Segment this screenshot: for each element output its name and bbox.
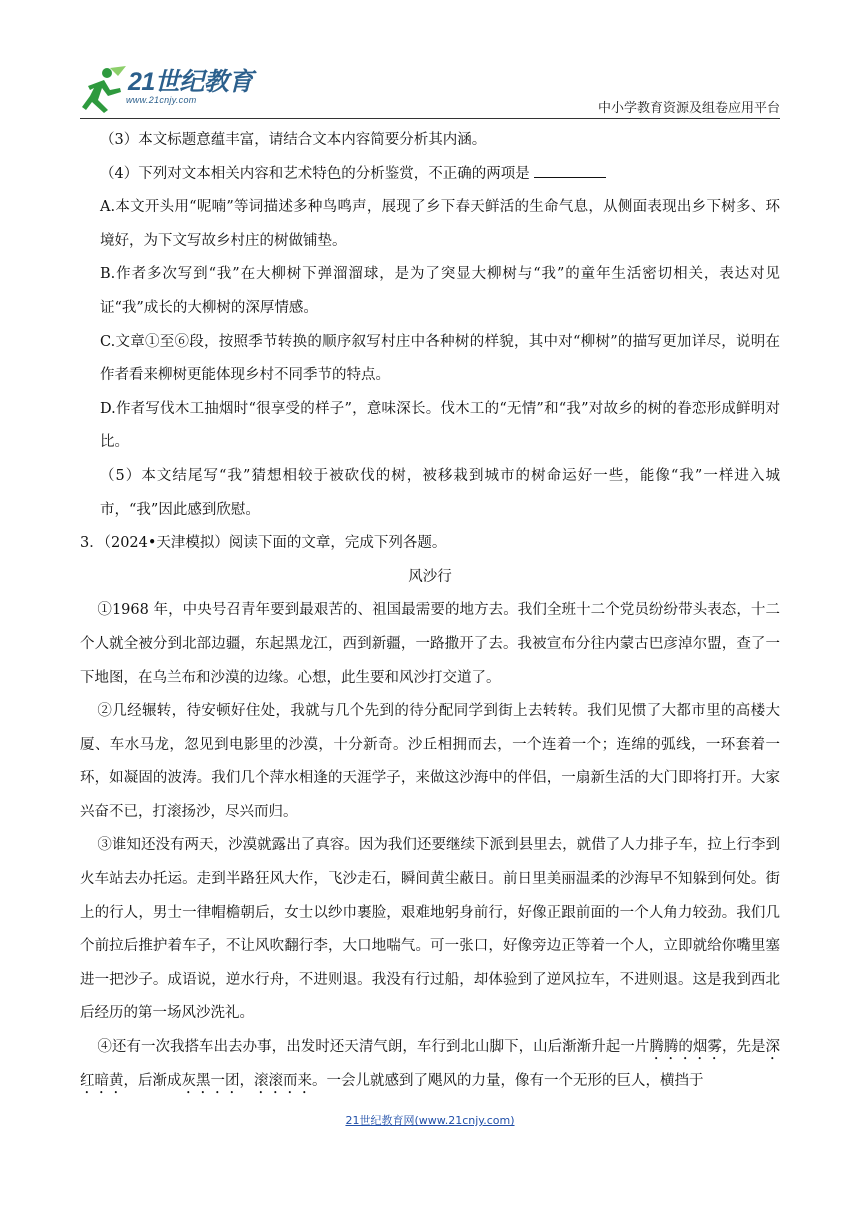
para4-emphasis-4: 滚滚而来	[254, 1072, 312, 1089]
para4-emphasis-1: 腾腾的烟雾	[649, 1039, 722, 1056]
document-body	[80, 124, 780, 1098]
article-title: 风沙行	[408, 568, 452, 585]
question-4	[80, 158, 780, 192]
question-3: （3）本文标题意蕴丰富，请结合文本内容简要分析其内涵。	[100, 132, 487, 148]
article-paragraph-4	[80, 1031, 780, 1098]
platform-name: 中小学教育资源及组卷应用平台	[597, 101, 780, 116]
para4-text-e: 。一会儿就感到了飓风的力量，像有一个无形的巨人，横挡于	[312, 1072, 704, 1089]
para4-text-a: ④还有一次我搭车出去办事，出发时还天清气朗，车行到北山脚下，山后渐渐升起一片	[97, 1039, 650, 1056]
logo-url: www.21cnjy.com	[126, 95, 197, 105]
option-b: B.作者多次写到“我”在大柳树下弹溜溜球，是为了突显大柳树与“我”的童年生活密切相关，表达对见证“我”成长的大柳树的深厚情感。	[100, 266, 780, 316]
option-a: A.本文开头用“呢喃”等词描述多种鸟鸣声，展现了乡下春天鲜活的生命气息，从侧面表现出乡下树多、环境好，为下文写故乡村庄的树做铺垫。	[100, 199, 780, 249]
option-d: D.作者写伐木工抽烟时“很享受的样子”，意味深长。伐木工的“无情”和“我”对故乡的树的眷恋形成鲜明对比。	[100, 400, 780, 451]
footer-link[interactable]: 21世纪教育网(www.21cnjy.com)	[345, 1114, 515, 1127]
para4-emphasis-2: 深红暗黄	[80, 1039, 781, 1089]
para4-emphasis-3: 灰黑一团	[181, 1072, 240, 1089]
article-paragraph-2: ②几经辗转，待安顿好住处，我就与几个先到的待分配同学到街上去转转。我们见惯了大都市里的高楼大厦、车水马龙，忽见到电影里的沙漠，十分新奇。沙丘相拥而去，一个连着一个；连绵的弧线，一环套着一环，如凝固的波涛。我们几个萍水相逢的天涯学子，来做这沙海中的伴侣，一扇新生活的大门即将打开。大家兴奋不已，打滚扬沙，尽兴而归。	[80, 703, 780, 820]
header-divider	[80, 118, 780, 119]
article-paragraph-3: ③谁知还没有两天，沙漠就露出了真容。因为我们还要继续下派到县里去，就借了人力排子车，拉上行李到火车站去办托运。走到半路狂风大作，飞沙走石，瞬间黄尘蔽日。前日里美丽温柔的沙海早不知躲到何处。街上的行人，男士一律帽檐朝后，女士以纱巾裹脸，艰难地躬身前行，好像正跟前面的一个人角力较劲。我们几个前拉后推护着车子，不让风吹翻行李，大口地喘气。可一张口，好像旁边正等着一个人，立即就给你嘴里塞进一把沙子。成语说，逆水行舟，不进则退。我没有行过船，却体验到了逆风拉车，不进则退。这是我到西北后经历的第一场风沙洗礼。	[80, 837, 780, 1022]
page-header	[80, 62, 780, 120]
question-5: （5）本文结尾写“我”猜想相较于被砍伐的树，被移栽到城市的树命运好一些，能像“我”一样进入城市，“我”因此感到欣慰。	[100, 467, 780, 518]
para4-text-c: ，后渐成	[123, 1072, 182, 1089]
logo	[80, 62, 270, 120]
logo-text: 21世纪教育	[128, 68, 253, 96]
question-4-text: （4）下列对文本相关内容和艺术特色的分析鉴赏，不正确的两项是	[100, 165, 530, 182]
para4-text-d: ，	[239, 1072, 254, 1089]
question-main: 3．（2024•天津模拟）阅读下面的文章，完成下列各题。	[80, 535, 447, 552]
article-paragraph-1: ①1968 年，中央号召青年要到最艰苦的、祖国最需要的地方去。我们全班十二个党员纷纷带头表态，十二个人就全被分到北部边疆，东起黑龙江，西到新疆，一路撒开了去。我被宣布分往内蒙古巴彦淖尔盟，查了一下地图，在乌兰布和沙漠的边缘。心想，此生要和风沙打交道了。	[80, 602, 780, 686]
option-c: C.文章①至⑥段，按照季节转换的顺序叙写村庄中各种树的样貌，其中对“柳树”的描写更加详尽，说明在作者看来柳树更能体现乡村不同季节的特点。	[100, 333, 780, 384]
runner-logo-icon	[80, 66, 128, 116]
answer-blank[interactable]	[534, 161, 606, 178]
para4-text-b: ，先是	[721, 1039, 766, 1056]
